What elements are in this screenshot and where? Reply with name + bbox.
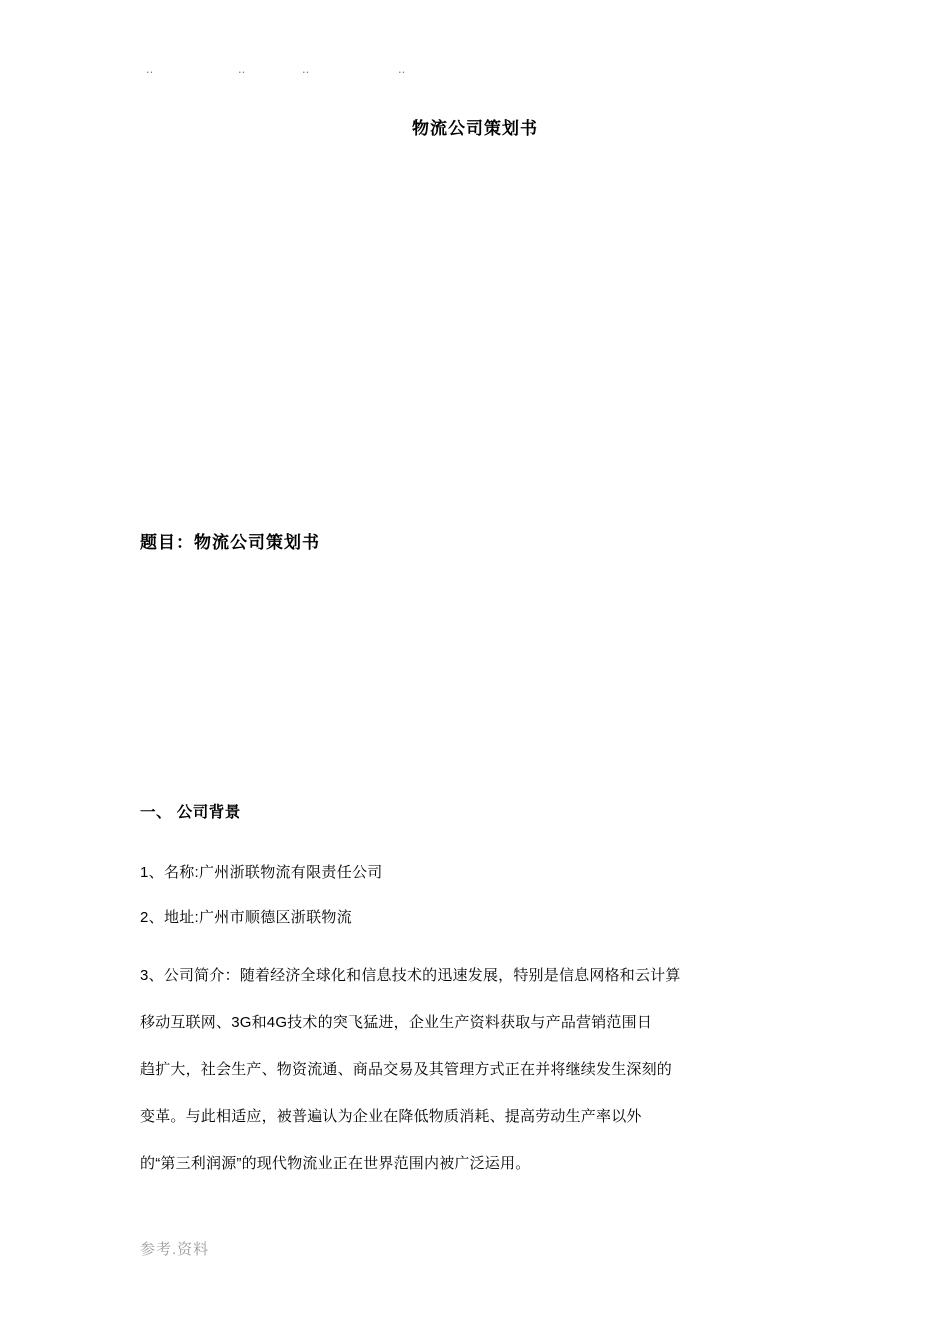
subject-value: 物流公司策划书: [194, 533, 320, 552]
list-item: 2、地址:广州市顺德区浙联物流: [140, 909, 353, 926]
header-mark-2: ..: [238, 61, 246, 76]
header-mark-1: ..: [146, 61, 154, 76]
paragraph-line: 移动互联网、3G和4G技术的突飞猛进，企业生产资料获取与产品营销范围日: [140, 1014, 653, 1031]
section-heading-company-background: 一、 公司背景: [140, 804, 241, 821]
paragraph-line: 趋扩大，社会生产、物资流通、商品交易及其管理方式正在并将继续发生深刻的: [140, 1061, 673, 1078]
paragraph-line: 变革。与此相适应，被普遍认为企业在降低物质消耗、提高劳动生产率以外: [140, 1108, 642, 1125]
page-header-marks: [140, 62, 820, 82]
subject-label: 题目：: [140, 533, 194, 552]
subject-line: [140, 528, 320, 553]
paragraph-line: 3、公司简介：随着经济全球化和信息技术的迅速发展，特别是信息网格和云计算: [140, 967, 681, 984]
paragraph-line: 的“第三利润源”的现代物流业正在世界范围内被广泛运用。: [140, 1155, 531, 1172]
header-mark-4: ..: [398, 61, 406, 76]
company-info-list: [140, 850, 830, 940]
list-item: 1、名称:广州浙联物流有限责任公司: [140, 864, 383, 881]
page-footer-note: 参考.资料: [140, 1241, 210, 1258]
document-title: 物流公司策划书: [412, 119, 538, 138]
company-intro-paragraph: [140, 952, 840, 1187]
header-mark-3: ..: [302, 61, 310, 76]
